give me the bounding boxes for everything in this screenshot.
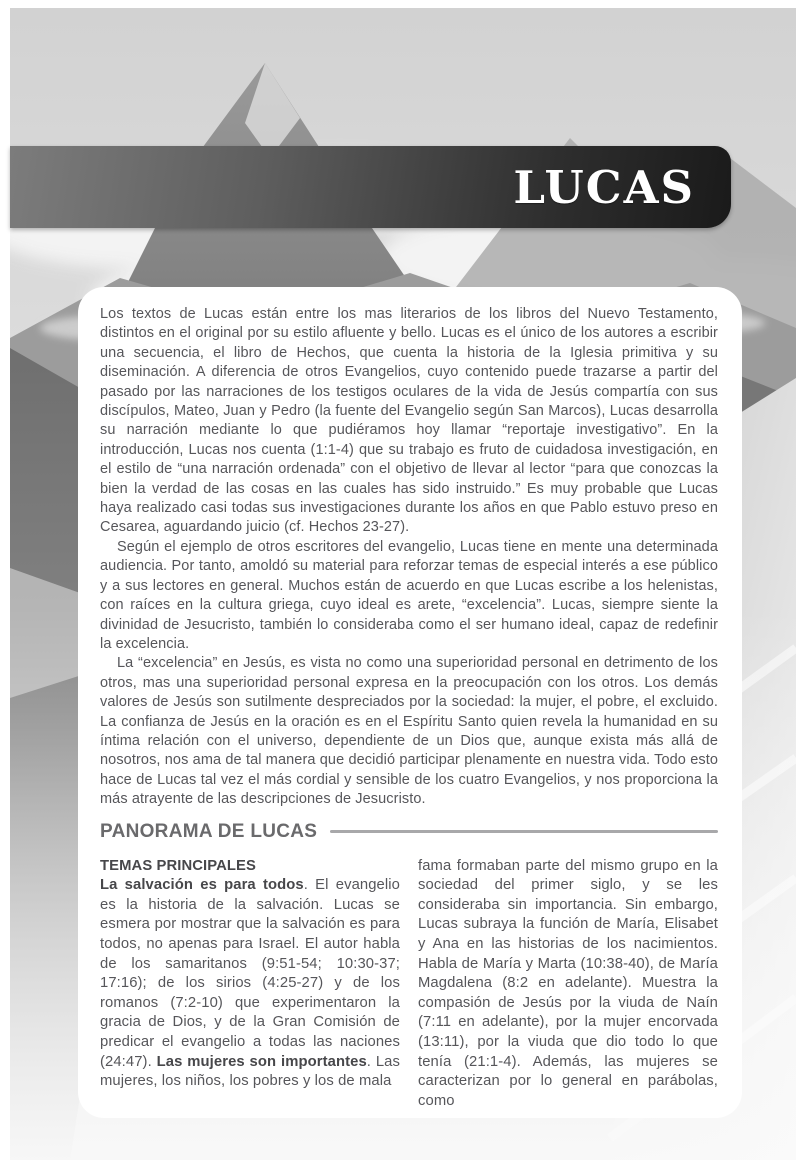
section-heading-row (100, 821, 718, 843)
section-title: PANORAMA DE LUCAS (100, 820, 318, 842)
topic-title-salvation: La salvación es para todos (100, 877, 304, 894)
content-card (78, 287, 742, 1118)
intro-section (100, 305, 718, 810)
intro-paragraph-2: Según el ejemplo de otros escritores del evangelio, Lucas tiene en mente una determinada audiencia. Por tanto, amoldó su material para reforzar temas de especial interés a ese público y a sus lectores en general. Muchos están de acuerdo en que Lucas escribe a los helenistas, con raíces en la cultura griega, cuyo ideal es arete, “excelencia”. Lucas, siempre siente la divinidad de Jesucristo, también lo consideraba como el ser humano ideal, capaz de redefinir la excelencia. (100, 538, 718, 652)
intro-paragraph-1: Los textos de Lucas están entre los mas literarios de los libros del Nuevo Testamento, distintos en el original por su estilo afluente y bello. Lucas es el único de los autores a escribir una secuencia, el libro de Hechos, que cuenta la historia de la Iglesia primitiva y su diseminación. A diferencia de otros Evangelios, cuyo contenido puede trazarse a partir del pasado por las narraciones de los testigos oculares de la vida de Jesús compartía con sus discípulos, Mateo, Juan y Pedro (la fuente del Evangelio según San Marcos), Lucas desarrolla su narración mediante lo que pudiéramos hoy llamar “reportaje investigativo”. En la introducción, Lucas nos cuenta (1:1-4) que su trabajo es fruto de cuidadosa investigación, en el estilo de “una narración ordenada” con el objetivo de llevar al lector “para que conozcas la bien la verdad de las cosas en las cuales has sido instruido.” Es muy probable que Lucas haya realizado casi todas sus investigaciones durante los años en que Pablo estuvo preso en Cesarea, aguardando juicio (cf. Hechos 23-27). (100, 306, 718, 536)
topic-body-salvation: . El evangelio es la historia de la salvación. Lucas se esmera por mostrar que la salvación es para todos, no apenas para Israel. El autor habla de los samaritanos (9:51-54; 10:30-37; 17:16); de los sirios (4:25-27) y de los romanos (7:2-10) que experimentaron la gracia de Dios, y de la Gran Comisión de predicar el evangelio a todas las naciones (24:47). (100, 877, 400, 1070)
themes-left-column (100, 857, 400, 1112)
themes-heading: TEMAS PRINCIPALES (100, 857, 256, 874)
themes-right-column (418, 857, 718, 1112)
topic-title-women: Las mujeres son importantes (156, 1053, 367, 1070)
chapter-banner (10, 146, 731, 228)
chapter-title: LUCAS (513, 160, 695, 214)
topic-body-women-continued: fama formaban parte del mismo grupo en la sociedad del primer siglo, y se les consideraba sin importancia. Sin embargo, Lucas subraya la función de María, Elisabet y Ana en las historias de los nacimientos. Habla de María y Marta (10:38-40), de María Magdalena (8:2 en adelante). Muestra la compasión de Jesús por la viuda de Naín (7:11 en adelante), por la mujer encorvada (13:11), por la viuda que dio todo lo que tenía (21:1-4). Además, las mujeres se caracterizan por lo general en parábolas, como (418, 857, 718, 1109)
topic-body-women-start: . Las mujeres, los niños, los pobres y los de mala (100, 1053, 400, 1090)
intro-paragraph-3: La “excelencia” en Jesús, es vista no como una superioridad personal en detrimento de los otros, mas una superioridad personal expresa en la preocupación con los otros. Los demás valores de Jesús son sutilmente despreciados por la sociedad: la mujer, el pobre, el excluido. La confianza de Jesús en la oración es en el Espíritu Santo quien revela la humanidad en su íntima relación con el universo, dependiente de un Dios que, aunque exista más allá de nosotros, nos ama de tal manera que decidió participar plenamente en nuestra vida. Todo esto hace de Lucas tal vez el más cordial y sensible de los cuatro Evangelios, y nos proporciona la más atrayente de las descripciones de Jesucristo. (100, 655, 718, 808)
themes-columns (100, 857, 718, 1112)
section-rule (330, 830, 718, 833)
